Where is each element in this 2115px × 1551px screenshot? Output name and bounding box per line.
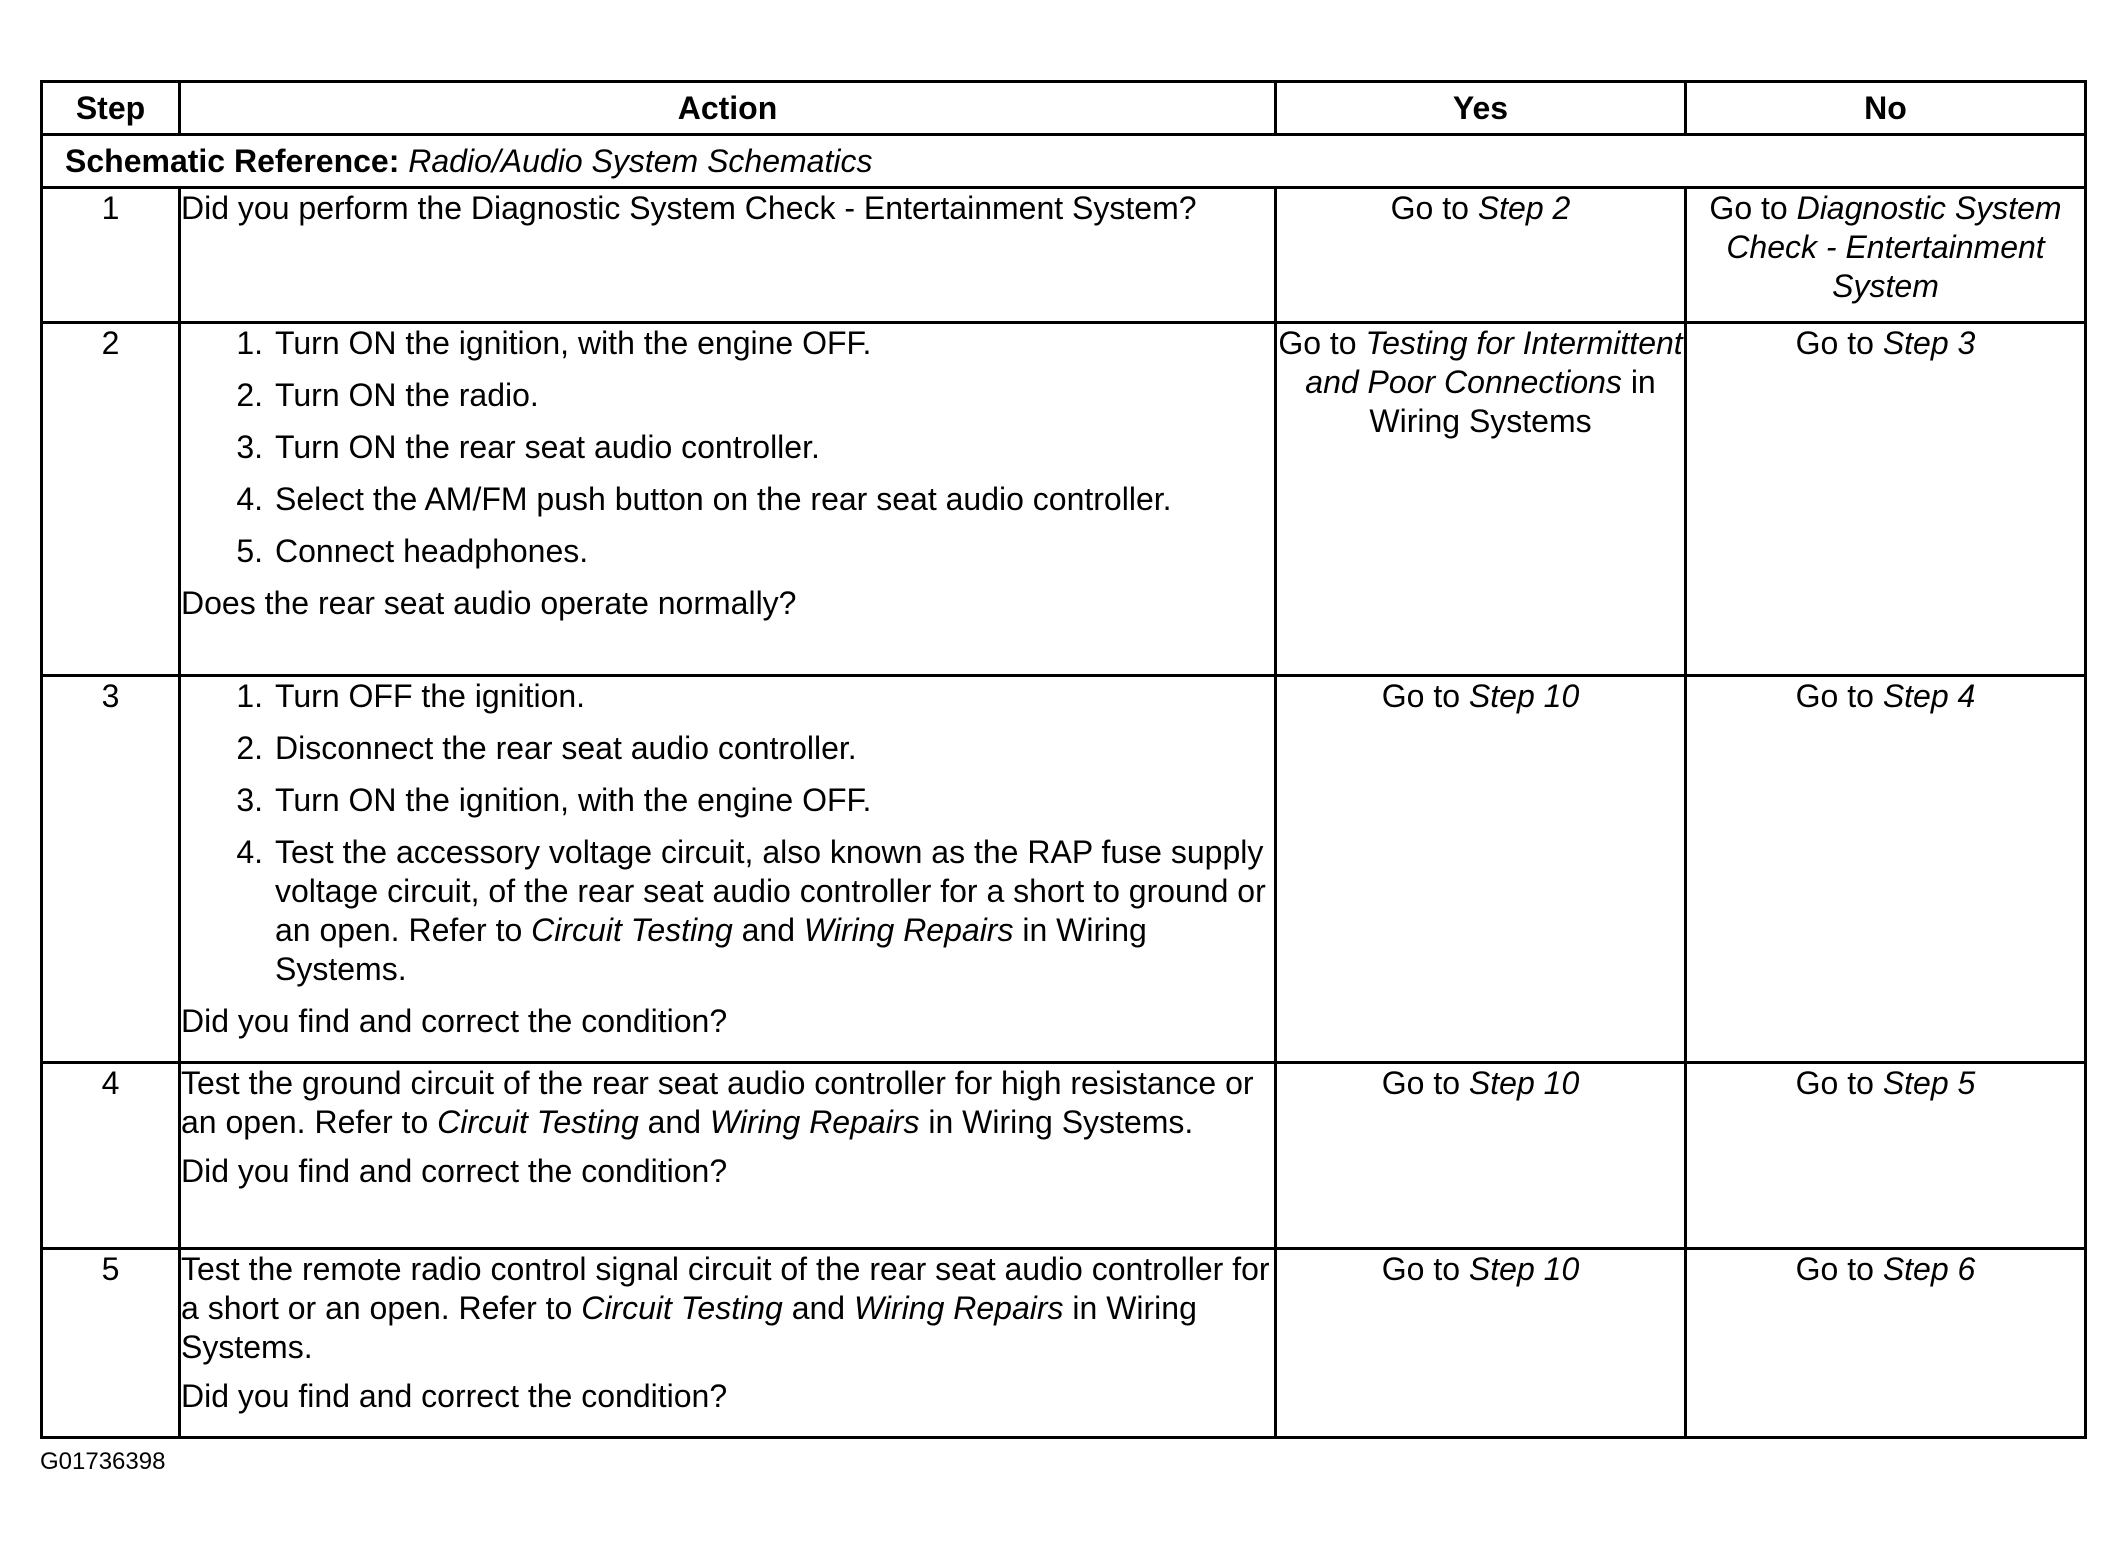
step-question: Did you perform the Diagnostic System Check - Entertainment System? <box>181 190 1197 226</box>
no-cell <box>1686 188 2086 323</box>
substep-text: Turn OFF the ignition. <box>275 678 586 714</box>
wiring-repairs-link[interactable]: Wiring Repairs <box>803 912 1014 948</box>
schematic-reference-row <box>42 135 2086 188</box>
header-no: No <box>1686 82 2086 135</box>
circuit-testing-link[interactable]: Circuit Testing <box>531 912 733 948</box>
step-number: 2 <box>42 323 180 676</box>
figure-id: G01736398 <box>40 1448 166 1475</box>
instruction-text: and <box>791 1290 846 1326</box>
instruction-text: and <box>647 1104 702 1140</box>
table-row <box>42 1249 2086 1438</box>
substep-text <box>275 833 1274 989</box>
circuit-testing-link[interactable]: Circuit Testing <box>581 1290 783 1326</box>
list-item <box>181 324 1274 363</box>
substep-text: Turn ON the ignition, with the engine OFF. <box>275 782 872 818</box>
no-prefix: Go to <box>1795 1251 1874 1287</box>
yes-prefix: Go to <box>1381 1065 1461 1101</box>
yes-prefix: Go to <box>1390 190 1469 226</box>
substep-number: 4. <box>236 481 263 517</box>
substep-text: Disconnect the rear seat audio controller. <box>275 730 857 766</box>
no-prefix: Go to <box>1795 325 1874 361</box>
action-cell <box>180 188 1276 323</box>
substep-text: Select the AM/FM push button on the rear seat audio controller. <box>275 481 1172 517</box>
no-prefix: Go to <box>1795 678 1874 714</box>
no-prefix: Go to <box>1795 1065 1874 1101</box>
no-cell <box>1686 323 2086 676</box>
table-row <box>42 1063 2086 1249</box>
substep-number: 2. <box>236 377 263 413</box>
substep-number: 3. <box>236 782 263 818</box>
circuit-testing-link[interactable]: Circuit Testing <box>437 1104 639 1140</box>
list-item <box>181 480 1274 519</box>
header-action: Action <box>180 82 1276 135</box>
step-question: Did you find and correct the condition? <box>181 1153 728 1189</box>
schematic-reference-cell <box>42 135 2086 188</box>
substep-text-part: and <box>741 912 796 948</box>
step-question: Did you find and correct the condition? <box>181 1003 728 1039</box>
substep-number: 3. <box>236 429 263 465</box>
schematic-reference-link[interactable]: Radio/Audio System Schematics <box>408 142 873 179</box>
yes-link[interactable]: Step 10 <box>1468 678 1580 714</box>
instruction-text: in Wiring Systems. <box>181 1290 1197 1365</box>
yes-prefix: Go to <box>1381 678 1461 714</box>
list-item <box>181 376 1274 415</box>
table-header-row <box>42 82 2086 135</box>
no-prefix: Go to <box>1709 190 1788 226</box>
substep-number: 2. <box>236 730 263 766</box>
list-item <box>181 833 1274 989</box>
substep-number: 5. <box>236 533 263 569</box>
table-row <box>42 676 2086 1063</box>
yes-suffix: in Wiring Systems <box>1369 364 1656 439</box>
yes-link[interactable]: Step 10 <box>1468 1251 1580 1287</box>
yes-cell <box>1276 188 1686 323</box>
list-item <box>181 532 1274 571</box>
wiring-repairs-link[interactable]: Wiring Repairs <box>709 1104 920 1140</box>
action-cell <box>180 676 1276 1063</box>
no-link[interactable]: Step 3 <box>1882 325 1976 361</box>
action-cell <box>180 323 1276 676</box>
step-number: 4 <box>42 1063 180 1249</box>
no-cell <box>1686 1249 2086 1438</box>
step-number: 1 <box>42 188 180 323</box>
step-number: 3 <box>42 676 180 1063</box>
yes-cell <box>1276 323 1686 676</box>
schematic-reference-label: Schematic Reference: <box>65 142 400 179</box>
yes-prefix: Go to <box>1381 1251 1461 1287</box>
yes-link[interactable]: Testing for Intermittent and Poor Connections <box>1305 325 1683 400</box>
yes-link[interactable]: Step 2 <box>1477 190 1571 226</box>
substep-text: Turn ON the rear seat audio controller. <box>275 429 820 465</box>
substep-text: Turn ON the radio. <box>275 377 539 413</box>
substep-number: 1. <box>236 678 263 714</box>
header-step: Step <box>42 82 180 135</box>
yes-cell <box>1276 1063 1686 1249</box>
yes-prefix: Go to <box>1278 325 1357 361</box>
no-cell <box>1686 1063 2086 1249</box>
table-row <box>42 323 2086 676</box>
diagnostic-table <box>40 80 2087 1439</box>
instruction-text: in Wiring Systems. <box>928 1104 1194 1140</box>
step-question: Does the rear seat audio operate normally? <box>181 585 797 621</box>
list-item <box>181 729 1274 768</box>
no-link[interactable]: Step 5 <box>1882 1065 1976 1101</box>
substep-number: 4. <box>236 834 263 870</box>
substep-list <box>181 677 1274 989</box>
list-item <box>181 781 1274 820</box>
substep-text-part: Test the accessory voltage circuit, also known as the RAP fuse supply voltage circuit, of the rear seat audio controller for a short to ground or an open. Refer to <box>275 834 1266 948</box>
no-link[interactable]: Step 6 <box>1882 1251 1976 1287</box>
action-cell <box>180 1249 1276 1438</box>
step-number: 5 <box>42 1249 180 1438</box>
instruction-text: Test the remote radio control signal circuit of the rear seat audio controller for a short or an open. Refer to <box>181 1251 1270 1326</box>
list-item <box>181 677 1274 716</box>
substep-list <box>181 324 1274 571</box>
substep-text-part: in Wiring Systems. <box>275 912 1147 987</box>
no-link[interactable]: Diagnostic System Check - Entertainment System <box>1726 190 2062 304</box>
instruction-text: Test the ground circuit of the rear seat audio controller for high resistance or an open. Refer to <box>181 1065 1254 1140</box>
step-question: Did you find and correct the condition? <box>181 1378 728 1414</box>
list-item <box>181 428 1274 467</box>
step-instruction <box>181 1064 1274 1142</box>
header-yes: Yes <box>1276 82 1686 135</box>
substep-text: Connect headphones. <box>275 533 589 569</box>
yes-link[interactable]: Step 10 <box>1468 1065 1580 1101</box>
yes-cell <box>1276 676 1686 1063</box>
no-link[interactable]: Step 4 <box>1882 678 1976 714</box>
yes-cell <box>1276 1249 1686 1438</box>
no-cell <box>1686 676 2086 1063</box>
wiring-repairs-link[interactable]: Wiring Repairs <box>853 1290 1064 1326</box>
table-row <box>42 188 2086 323</box>
action-cell <box>180 1063 1276 1249</box>
substep-text: Turn ON the ignition, with the engine OFF. <box>275 325 872 361</box>
substep-number: 1. <box>236 325 263 361</box>
step-instruction <box>181 1250 1274 1367</box>
